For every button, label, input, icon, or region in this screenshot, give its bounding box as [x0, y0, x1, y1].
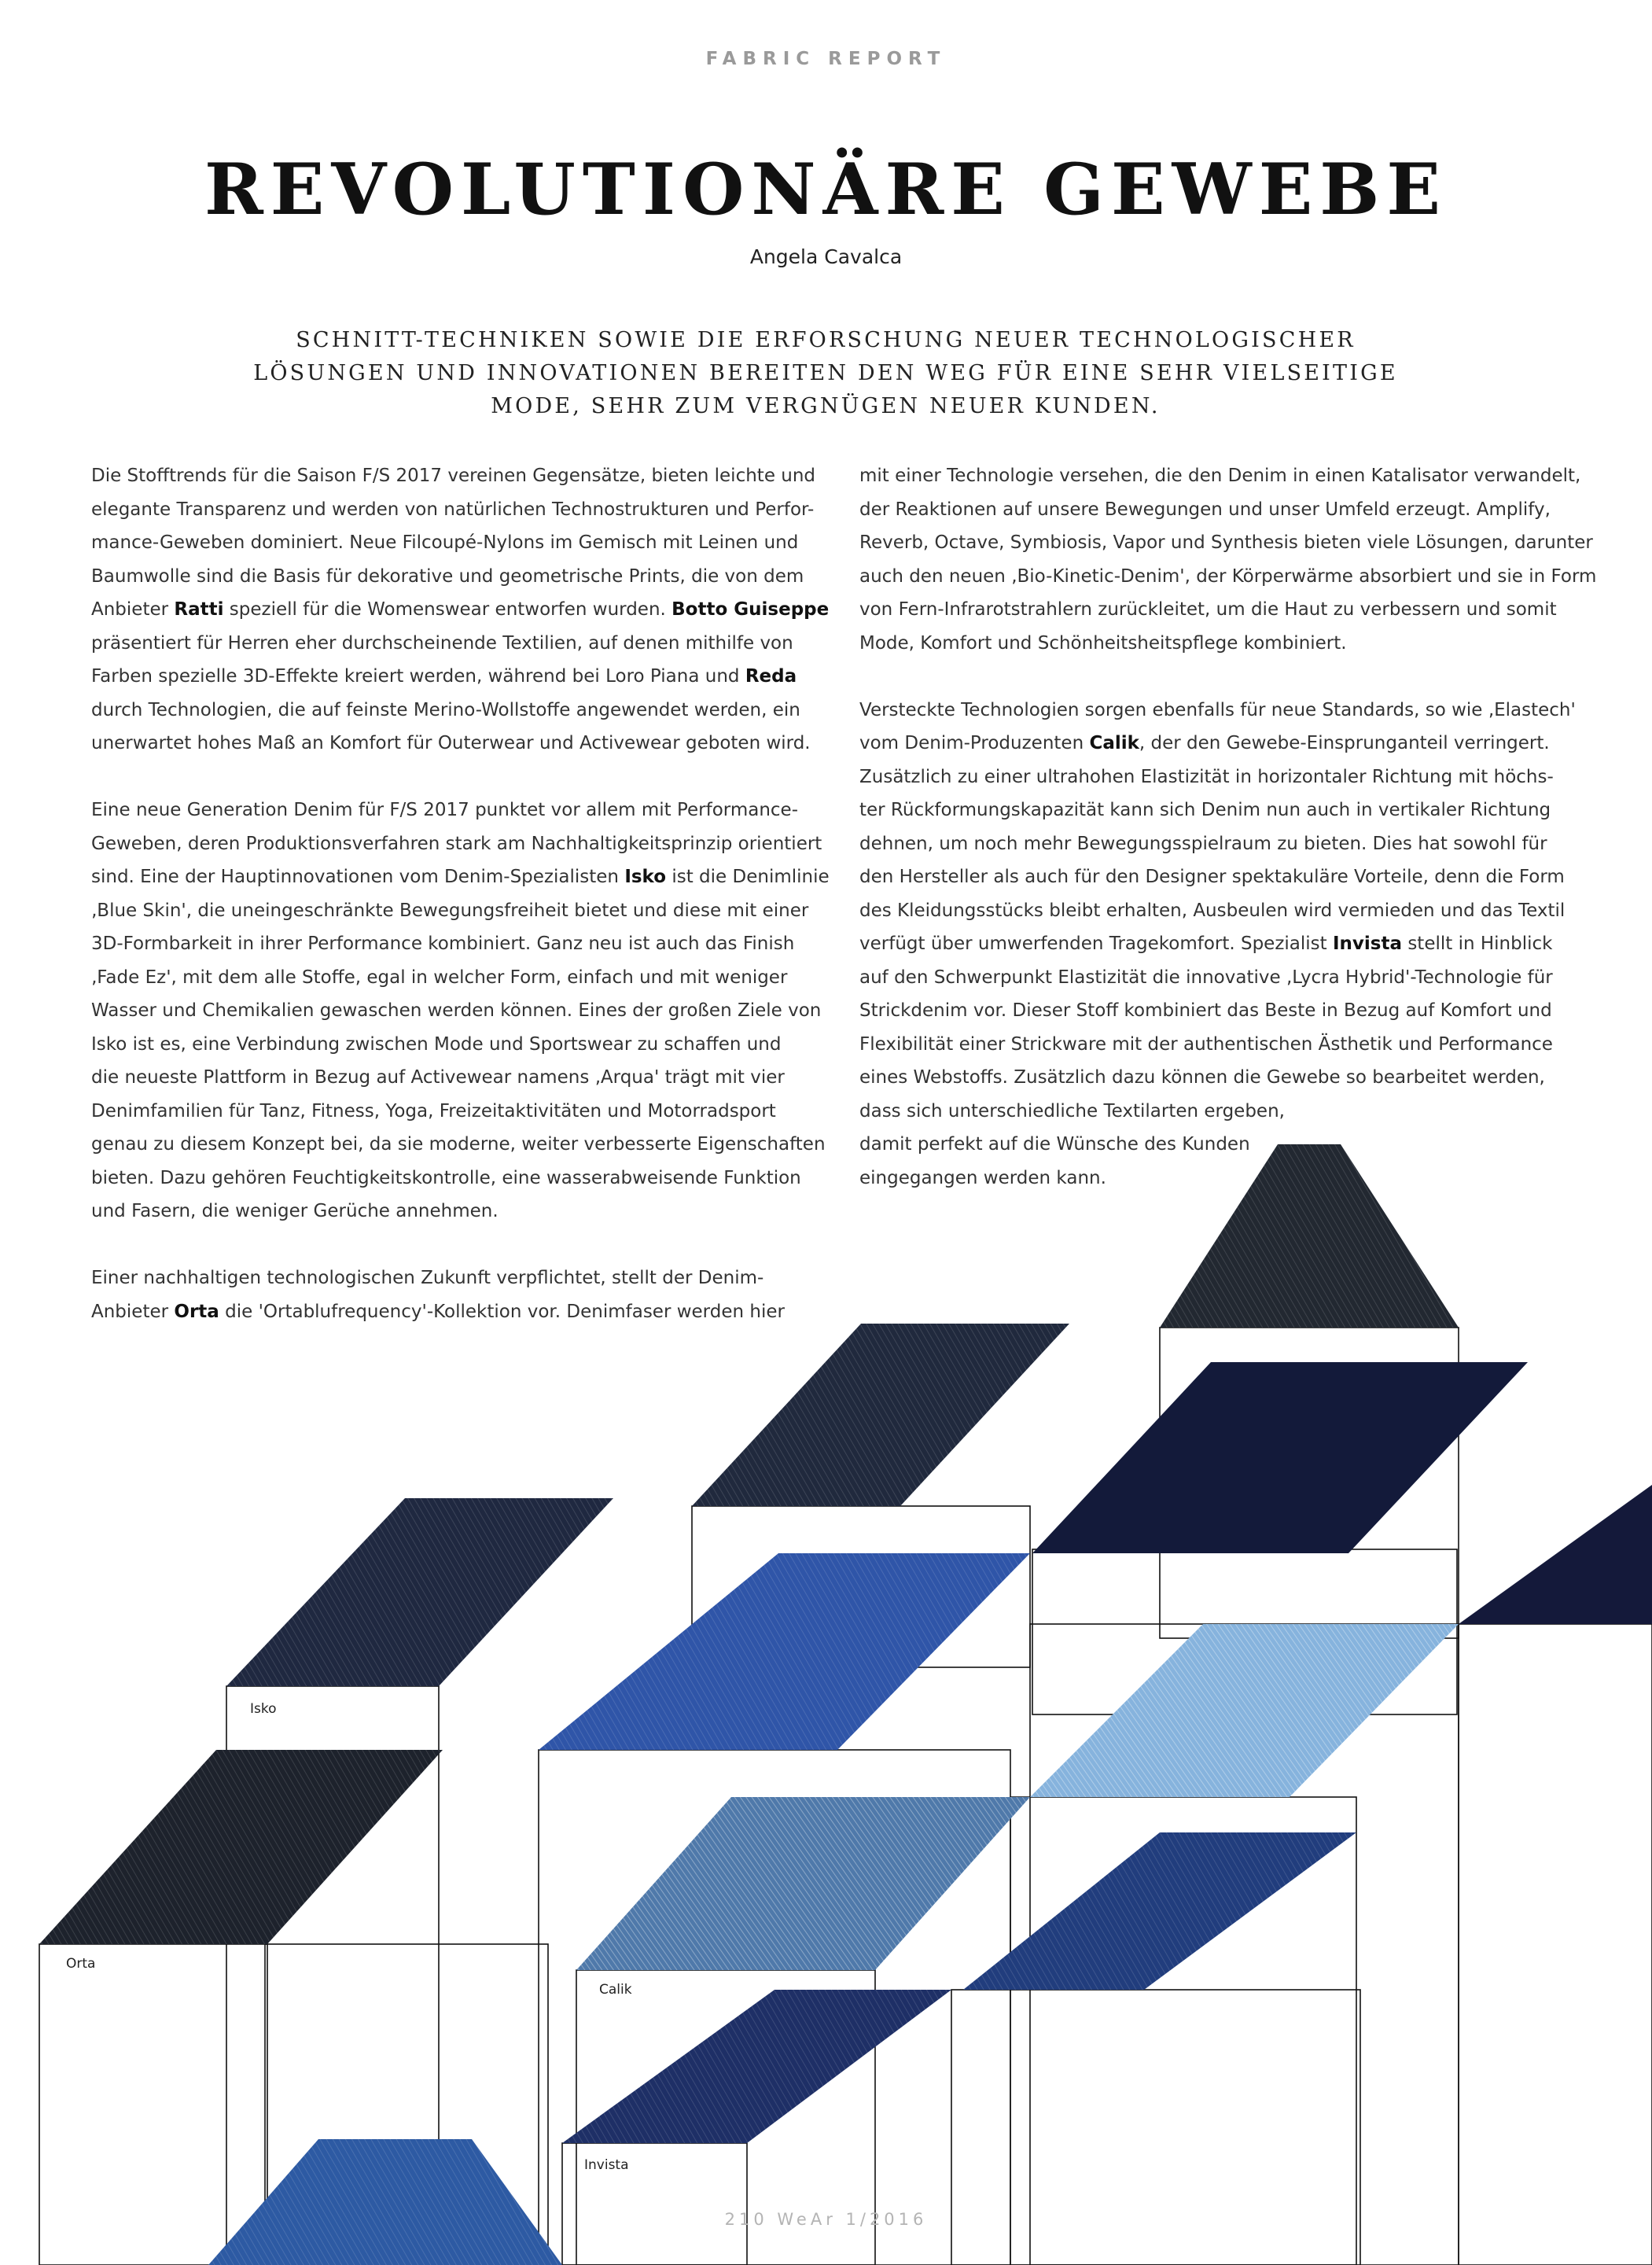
- label-isko: Isko: [250, 1701, 277, 1717]
- magazine-issue: WeAr 1/2016: [777, 2210, 928, 2229]
- body-line: eingegangen werden kann.: [859, 1167, 1106, 1188]
- body-line: mit einer Technologie versehen, die den Denim in einen Katalisator verwandelt,: [859, 466, 1581, 486]
- body-text: sind. Eine der Hauptinnovationen vom Denim-Spezialisten: [91, 867, 625, 887]
- body-line: mance-Geweben dominiert. Neue Filcoupé-Nylons im Gemisch mit Leinen und: [91, 532, 799, 553]
- body-line: die neueste Plattform in Bezug auf Activewear namens ‚Arqua' trägt mit vier: [91, 1067, 785, 1088]
- body-text: speziell für die Womenswear entworfen wurden.: [223, 599, 672, 620]
- body-line: damit perfekt auf die Wünsche des Kunden: [859, 1134, 1250, 1155]
- brand-name: Isko: [624, 867, 667, 887]
- body-line: unerwartet hohes Maß an Komfort für Outerwear und Activewear geboten wird.: [91, 733, 811, 753]
- body-line: Versteckte Technologien sorgen ebenfalls für neue Standards, so wie ‚Elastech': [859, 699, 1576, 720]
- body-text: , der den Gewebe-Einsprunganteil verringert.: [1139, 733, 1550, 753]
- brand-name: Ratti: [174, 599, 224, 620]
- body-line: elegante Transparenz und werden von natürlichen Technostrukturen und Perfor-: [91, 499, 815, 520]
- label-invista: Invista: [584, 2157, 629, 2173]
- label-calik: Calik: [599, 1982, 632, 1998]
- body-text: die 'Ortablufrequency'-Kollektion vor. Denimfaser werden hier: [219, 1301, 785, 1322]
- page-footer: [0, 2210, 1652, 2229]
- fabric-top-midnight-edge: [1459, 1485, 1652, 1624]
- body-line: des Kleidungsstücks bleibt erhalten, Ausbeulen wird vermieden und das Textil: [859, 900, 1566, 921]
- body-line: Isko ist es, eine Verbindung zwischen Mode und Sportswear zu schaffen und: [91, 1033, 782, 1055]
- body-line: dehnen, um noch mehr Bewegungsspielraum zu bieten. Dies hat sowohl für: [859, 833, 1547, 854]
- lead-line: LÖSUNGEN UND INNOVATIONEN BEREITEN DEN WEG FÜR EINE SEHR VIELSEITIGE: [253, 361, 1398, 385]
- body-line: Mode, Komfort und Schönheitsheitspflege kombiniert.: [859, 632, 1347, 654]
- brand-name: Orta: [174, 1301, 219, 1322]
- body-line: der Reaktionen auf unsere Bewegungen und unser Umfeld erzeugt. Amplify,: [859, 499, 1551, 520]
- body-line: Reverb, Octave, Symbiosis, Vapor und Synthesis bieten viele Lösungen, darunter: [859, 532, 1593, 553]
- article-title: REVOLUTIONÄRE GEWEBE: [204, 148, 1448, 231]
- lead-line: MODE, SEHR ZUM VERGNÜGEN NEUER KUNDEN.: [491, 394, 1161, 418]
- author-name: Angela Cavalca: [749, 245, 903, 268]
- body-line: Geweben, deren Produktionsverfahren stark am Nachhaltigkeitsprinzip orientiert: [91, 833, 822, 854]
- body-line: Eine neue Generation Denim für F/S 2017 punktet vor allem mit Performance-: [91, 800, 798, 820]
- label-orta: Orta: [66, 1956, 96, 1972]
- body-line: und Fasern, die weniger Gerüche annehmen.: [91, 1201, 499, 1221]
- body-line: Zusätzlich zu einer ultrahohen Elastizität in horizontaler Richtung mit höchs-: [859, 766, 1554, 787]
- body-line: auch den neuen ‚Bio-Kinetic-Denim', der Körperwärme absorbiert und sie in Form: [859, 565, 1597, 587]
- body-text: vom Denim-Produzenten: [859, 733, 1090, 753]
- body-text: ist die Denimlinie: [666, 867, 830, 887]
- lead-line: SCHNITT-TECHNIKEN SOWIE DIE ERFORSCHUNG NEUER TECHNOLOGISCHER: [296, 328, 1356, 352]
- body-text: Farben spezielle 3D-Effekte kreiert werden, während bei Loro Piana und: [91, 666, 745, 687]
- body-line: genau zu diesem Konzept bei, da sie moderne, weiter verbesserte Eigenschaften: [91, 1134, 826, 1155]
- body-line: Wasser und Chemikalien gewaschen werden können. Eines der großen Ziele von: [91, 1000, 822, 1021]
- body-line: eines Webstoffs. Zusätzlich dazu können die Gewebe so bearbeitet werden,: [859, 1067, 1545, 1088]
- body-line: ‚Fade Ez', mit dem alle Stoffe, egal in welcher Form, einfach und mit weniger: [91, 967, 788, 988]
- fabric-tops: [39, 1144, 1652, 2265]
- body-line: präsentiert für Herren eher durchscheinende Textilien, auf denen mithilfe von: [91, 632, 793, 654]
- body-line: Flexibilität einer Strickware mit der authentischen Ästhetik und Performance: [859, 1033, 1553, 1055]
- body-line: dass sich unterschiedliche Textilarten ergeben,: [859, 1100, 1285, 1121]
- section-label: FABRIC REPORT: [705, 49, 947, 69]
- body-line: auf den Schwerpunkt Elastizität die innovative ‚Lycra Hybrid'-Technologie für: [859, 967, 1553, 988]
- brand-name: Invista: [1333, 934, 1403, 954]
- body-text: verfügt über umwerfenden Tragekomfort. Spezialist: [859, 934, 1333, 954]
- brand-name: Botto Guiseppe: [671, 599, 830, 620]
- body-text: stellt in Hinblick: [1402, 934, 1553, 954]
- body-line: bieten. Dazu gehören Feuchtigkeitskontrolle, eine wasserabweisende Funktion: [91, 1167, 801, 1188]
- body-text: Anbieter: [91, 599, 175, 620]
- body-line: durch Technologien, die auf feinste Merino-Wollstoffe angewendet werden, ein: [91, 699, 800, 720]
- body-line: Strickdenim vor. Dieser Stoff kombiniert das Beste in Bezug auf Komfort und: [859, 1000, 1552, 1021]
- body-line: von Fern-Infrarotstrahlern zurückleitet, um die Haut zu verbessern und somit: [859, 599, 1557, 620]
- body-line: Die Stofftrends für die Saison F/S 2017 vereinen Gegensätze, bieten leichte und: [91, 466, 816, 486]
- body-line: ter Rückformungskapazität kann sich Denim nun auch in vertikaler Richtung: [859, 800, 1551, 820]
- body-line: Baumwolle sind die Basis für dekorative und geometrische Prints, die von dem: [91, 565, 804, 587]
- body-line: ‚Blue Skin', die uneingeschränkte Bewegungsfreiheit bietet und diese mit einer: [91, 900, 809, 921]
- body-line: Einer nachhaltigen technologischen Zukunft verpflichtet, stellt der Denim-: [91, 1268, 764, 1288]
- body-text: Anbieter: [91, 1301, 175, 1322]
- fabric-top-midnight: [1032, 1362, 1528, 1553]
- page-number: 210: [724, 2210, 768, 2229]
- body-line: 3D-Formbarkeit in ihrer Performance kombiniert. Ganz neu ist auch das Finish: [91, 934, 795, 954]
- brand-name: Calik: [1089, 733, 1139, 753]
- body-line: Denimfamilien für Tanz, Fitness, Yoga, Freizeitaktivitäten und Motorradsport: [91, 1100, 776, 1121]
- body-line: den Hersteller als auch für den Designer spektakuläre Vorteile, denn die Form: [859, 867, 1565, 887]
- brand-name: Reda: [745, 666, 797, 687]
